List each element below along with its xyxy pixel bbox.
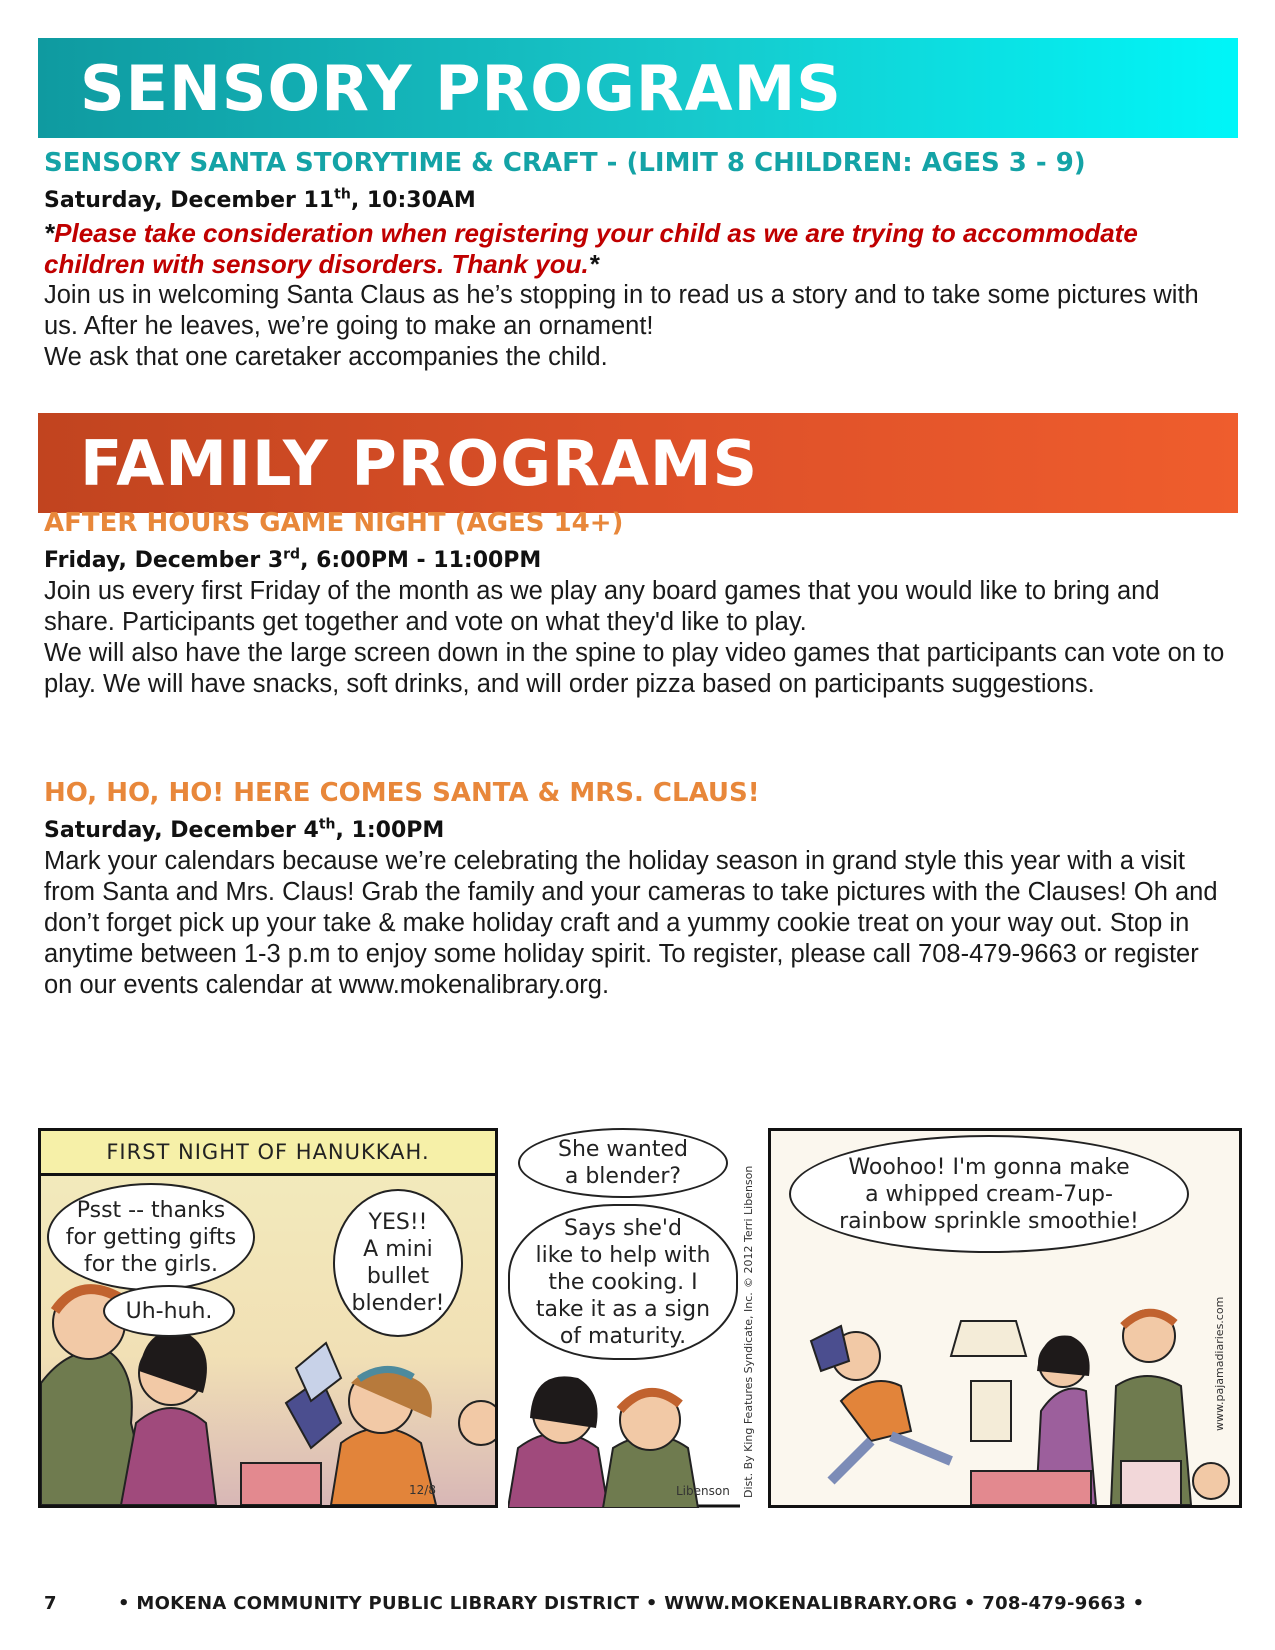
copyright-text: © 2012 Terri Libenson xyxy=(742,1165,755,1288)
sensory-event-date xyxy=(44,186,1234,216)
sensory-programs-banner xyxy=(38,38,1238,138)
santa-visit-event xyxy=(44,776,1234,1001)
sensory-programs-heading: SENSORY PROGRAMS xyxy=(80,51,842,125)
game-night-title: AFTER HOURS GAME NIGHT (AGES 14+) xyxy=(44,508,624,538)
bubble-text: She wanted a blender? xyxy=(558,1137,688,1189)
comic-panel-1 xyxy=(38,1128,498,1508)
santa-visit-title: HO, HO, HO! HERE COMES SANTA & MRS. CLAUS! xyxy=(44,778,760,808)
sensory-note xyxy=(44,218,1234,280)
caption-text: FIRST NIGHT OF HANUKKAH. xyxy=(106,1140,430,1164)
speech-bubble xyxy=(508,1204,738,1360)
footer-text: • MOKENA COMMUNITY PUBLIC LIBRARY DISTRICT • WWW.MOKENALIBRARY.ORG • 708-479-9663 • xyxy=(118,1593,1145,1614)
game-night-description-1: Join us every first Friday of the month as we play any board games that you would like to bring and share. Participants get together and vote on what they'd like to play. xyxy=(44,577,1160,636)
date-text: Saturday, December 11 xyxy=(44,188,335,213)
sensory-description-1: Join us in welcoming Santa Claus as he’s stopping in to read us a story and to take some pictures with us. After he leaves, we’re going to make an ornament! xyxy=(44,281,1199,340)
date-time: , 6:00PM - 11:00PM xyxy=(300,548,542,573)
date-time: , 1:00PM xyxy=(335,818,445,843)
comic-caption xyxy=(41,1131,495,1176)
family-programs-heading: FAMILY PROGRAMS xyxy=(80,426,759,500)
date-suffix: th xyxy=(318,816,336,833)
bubble-text: Uh-huh. xyxy=(125,1298,213,1324)
date-text: Friday, December 3 xyxy=(44,548,284,573)
speech-bubble xyxy=(103,1285,235,1337)
game-night-event xyxy=(44,506,1234,700)
speech-bubble xyxy=(333,1189,463,1337)
game-night-date xyxy=(44,546,1234,576)
speech-bubble xyxy=(518,1128,728,1198)
date-suffix: th xyxy=(334,186,351,203)
date-mark: 12/8 xyxy=(409,1483,436,1497)
speech-bubble xyxy=(789,1135,1189,1253)
note-text: Please take consideration when registering your child as we are trying to accommodate children with sensory disorders. Thank you. xyxy=(44,218,1138,279)
comic-panel-2 xyxy=(508,1128,756,1508)
page-footer xyxy=(0,1593,1275,1623)
sensory-event xyxy=(44,146,1234,373)
comic-panel-3 xyxy=(768,1128,1242,1508)
family-programs-banner xyxy=(38,413,1238,513)
syndicate-text: Dist. By King Features Syndicate, Inc. xyxy=(742,1292,755,1498)
sensory-event-title: SENSORY SANTA STORYTIME & CRAFT - (LIMIT 8 CHILDREN: AGES 3 - 9) xyxy=(44,148,1086,178)
date-suffix: rd xyxy=(283,546,301,563)
bubble-text: Psst -- thanks for getting gifts for the girls. xyxy=(65,1197,237,1277)
page-number: 7 xyxy=(44,1593,57,1614)
game-night-description-2: We will also have the large screen down in the spine to play video games that participants can vote on to play. We will have snacks, soft drinks, and will order pizza based on participants suggestions. xyxy=(44,639,1225,698)
bubble-text: YES!! A mini bullet blender! xyxy=(351,1210,445,1316)
artist-signature: Libenson xyxy=(676,1484,730,1498)
santa-visit-date xyxy=(44,816,1234,846)
bubble-text: Woohoo! I'm gonna make a whipped cream-7up- rainbow sprinkle smoothie! xyxy=(839,1154,1139,1234)
website-credit: www.pajamadiaries.com xyxy=(1213,1296,1226,1431)
bubble-text: Says she'd like to help with the cooking. I take it as a sign of maturity. xyxy=(535,1215,711,1349)
note-star: * xyxy=(44,218,55,248)
sensory-description-2: We ask that one caretaker accompanies the child. xyxy=(44,343,608,371)
comic-strip xyxy=(38,1128,1242,1508)
speech-bubble xyxy=(47,1183,255,1291)
note-star-end: * xyxy=(588,249,599,279)
date-time: , 10:30AM xyxy=(350,188,476,213)
date-text: Saturday, December 4 xyxy=(44,818,319,843)
santa-visit-description: Mark your calendars because we’re celebrating the holiday season in grand style this year with a visit from Santa and Mrs. Claus! Grab the family and your cameras to take pictures with the Clauses! Oh and don’t forget pick up your take & make holiday craft and a yummy cookie treat on your way out. Stop in anytime between 1-3 p.m to enjoy some holiday spirit. To register, please call 708-479-9663 or register on our events calendar at www.mokenalibrary.org. xyxy=(44,847,1218,999)
